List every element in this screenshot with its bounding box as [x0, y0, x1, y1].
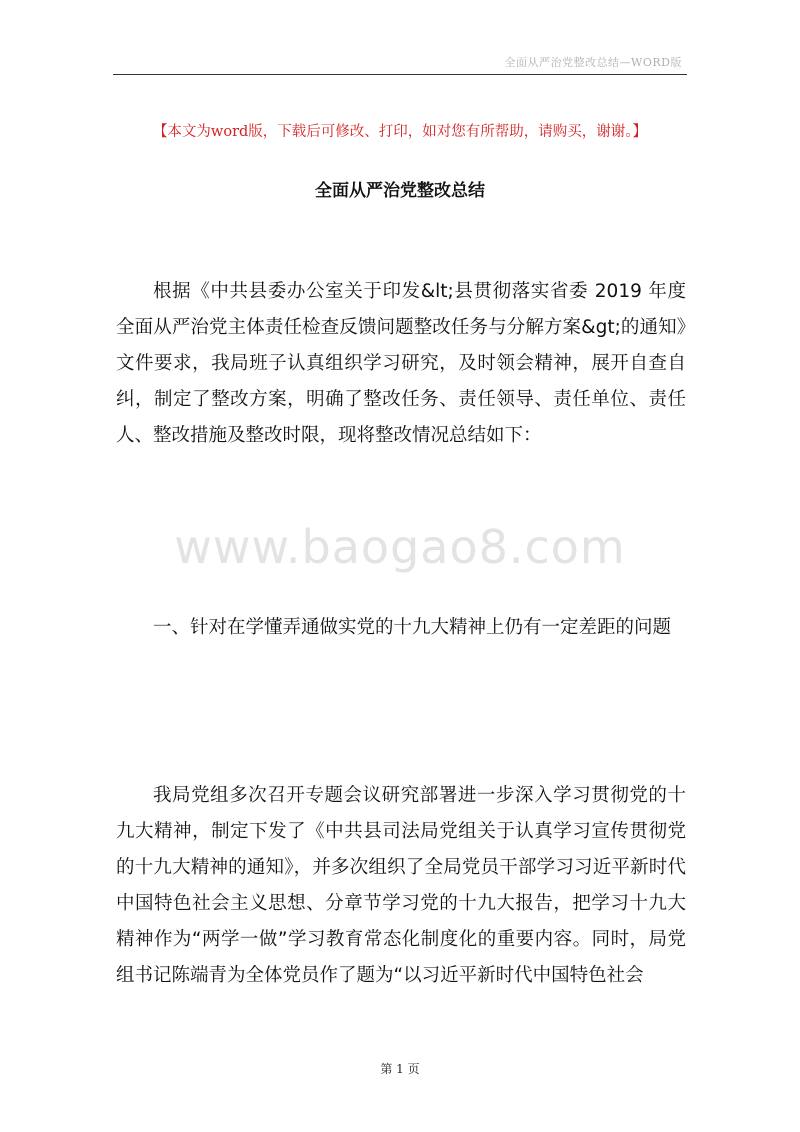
document-title: 全面从严治党整改总结 — [315, 181, 485, 201]
body-paragraph: 我局党组多次召开专题会议研究部署进一步深入学习贯彻党的十九大精神，制定下发了《中共县司法局党组关于认真学习宣传贯彻党的十九大精神的通知》，并多次组织了全局党员干部学习习近平新时代中国特色社会主义思想、分章节学习党的十九大报告，把学习十九大精神作为“两学一做”学习教育常态化制度化的重要内容。同时，局党组书记陈端青为全体党员作了题为“以习近平新时代中国特色社会 — [116, 785, 686, 986]
purchase-notice: 【本文为word版，下载后可修改、打印，如对您有所帮助，请购买，谢谢。】 — [152, 124, 648, 140]
running-header: 全面从严治党整改总结—WORD版 — [504, 56, 682, 69]
watermark: www.baogao8.com — [174, 520, 626, 574]
section-heading: 一、针对在学懂弄通做实党的十九大精神上仍有一定差距的问题 — [153, 617, 672, 638]
header-rule — [113, 74, 687, 75]
intro-paragraph: 根据《中共县委办公室关于印发&lt;县贯彻落实省委 2019 年度全面从严治党主体责任检查反馈问题整改任务与分解方案&gt;的通知》文件要求，我局班子认真组织学习研究，及时领会精神，展开自查自纠，制定了整改方案，明确了整改任务、责任领导、责任单位、责任人、整改措施及整改时限，现将整改情况总结如下： — [116, 281, 686, 446]
page-number: 第 1 页 — [380, 1062, 420, 1076]
